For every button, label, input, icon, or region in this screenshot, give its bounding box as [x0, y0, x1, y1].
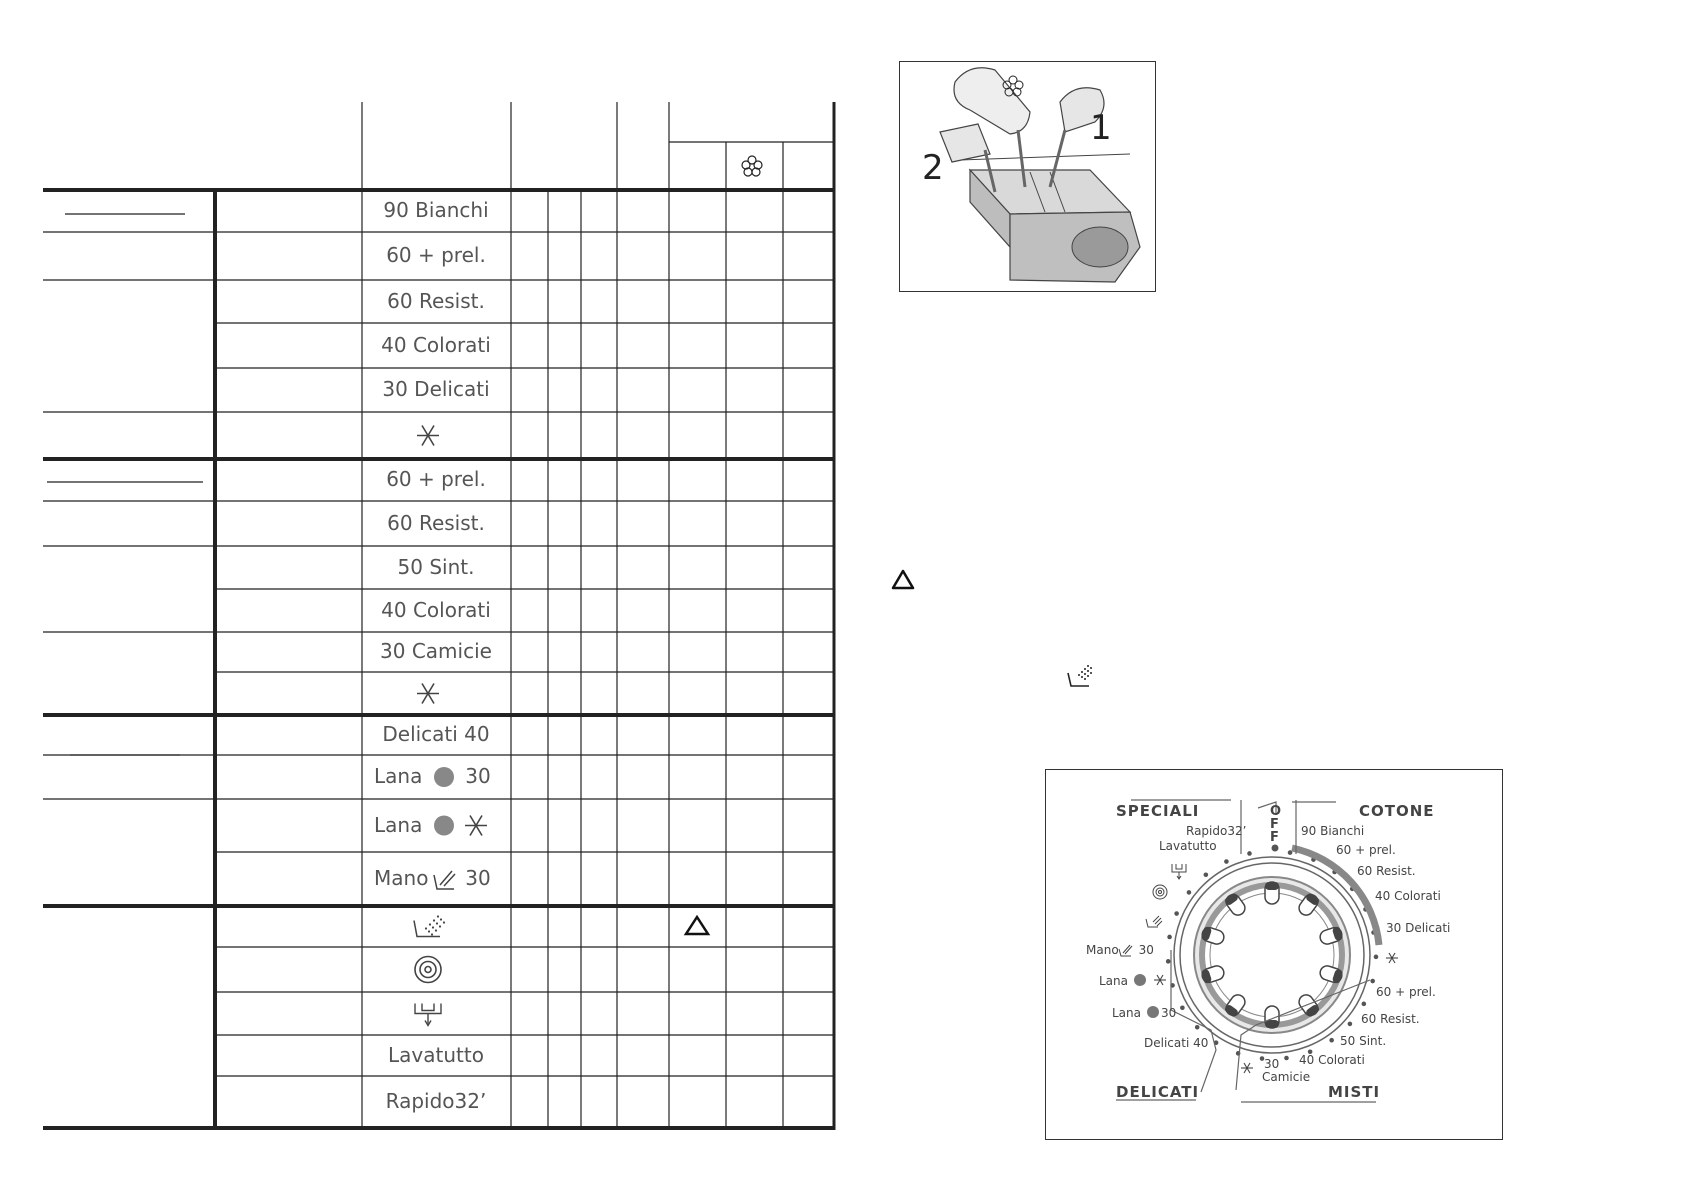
rinse-icon — [1146, 916, 1162, 927]
callout-2: 2 — [922, 148, 944, 188]
warning-triangle-icon — [686, 917, 708, 934]
programme-label: 60 + prel. — [386, 243, 486, 267]
dial-position-dot — [1247, 851, 1252, 856]
softener-flower-icon — [742, 156, 762, 176]
drain-icon — [415, 1004, 441, 1026]
callout-1: 1 — [1090, 108, 1112, 148]
dial-lana-cold: Lana — [1099, 974, 1128, 988]
heading-speciali: SPECIALI — [1116, 802, 1200, 820]
cold-snowflake-icon — [417, 426, 439, 446]
dial-position-dot — [1187, 890, 1192, 895]
dial-position-dot — [1374, 955, 1379, 960]
rinse-icon — [1065, 663, 1095, 689]
heading-delicati: DELICATI — [1116, 1083, 1200, 1101]
programme-label: Rapido32’ — [385, 1089, 487, 1113]
dial-position-dot — [1348, 1022, 1353, 1027]
programme-label: 30 Camicie — [380, 639, 492, 663]
programme-label: 90 Bianchi — [383, 198, 489, 222]
off-indicator-dot — [1272, 845, 1279, 852]
programme-label: 60 Resist. — [387, 510, 485, 535]
dial-40-colorati-cotone: 40 Colorati — [1375, 889, 1441, 903]
dial-40-colorati-misti: 40 Colorati — [1299, 1053, 1365, 1067]
hand-wash-icon — [1119, 945, 1132, 956]
dial-position-dot — [1195, 1025, 1200, 1030]
dial-lavatutto: Lavatutto — [1159, 839, 1217, 853]
programme-temperature: 30 — [465, 764, 491, 788]
drain-icon — [1172, 864, 1186, 879]
dial-camicie: Camicie — [1262, 1070, 1311, 1084]
off-label-f1: F — [1270, 817, 1280, 832]
programme-label: 60 Resist. — [387, 288, 485, 313]
detergent-drawer-figure — [899, 61, 1156, 292]
dial-position-dot — [1174, 911, 1179, 916]
programme-label: 40 Colorati — [381, 332, 491, 357]
programme-label: 60 + prel. — [386, 467, 486, 491]
dial-50-sint: 50 Sint. — [1340, 1034, 1387, 1048]
programme-label: Lana — [374, 812, 423, 837]
dial-position-dot — [1224, 859, 1229, 864]
dial-position-dot — [1370, 979, 1375, 984]
dial-position-dot — [1167, 935, 1172, 940]
cold-snowflake-icon — [1154, 975, 1166, 985]
warning-triangle-icon — [890, 568, 916, 592]
dial-position-dot — [1284, 1056, 1289, 1061]
programme-label: Lavatutto — [388, 1042, 484, 1067]
dial-position-dot — [1166, 959, 1171, 964]
wool-icon — [1134, 974, 1146, 986]
dial-rapido32: Rapido32’ — [1186, 824, 1247, 838]
cold-snowflake-icon — [1241, 1063, 1253, 1073]
dial-delicati-40: Delicati 40 — [1144, 1036, 1209, 1050]
programme-dial — [1046, 770, 1501, 1138]
dial-position-dot — [1180, 1005, 1185, 1010]
programme-label: Lana — [374, 764, 423, 788]
spin-icon — [415, 957, 441, 983]
cold-snowflake-icon — [1386, 953, 1398, 963]
dial-position-dot — [1204, 872, 1209, 877]
spin-icon — [1153, 885, 1167, 899]
dial-lana-30: Lana 30 — [1112, 1006, 1177, 1020]
programme-label: Delicati 40 — [382, 722, 490, 746]
programme-temperature: 30 — [465, 866, 491, 890]
programme-label: 40 Colorati — [381, 597, 491, 622]
programme-dial-figure — [1045, 769, 1503, 1140]
rinse-icon — [414, 915, 445, 936]
off-label-o: O — [1270, 804, 1283, 819]
heading-misti: MISTI — [1328, 1083, 1381, 1101]
table-icons — [414, 156, 762, 1026]
heading-cotone: COTONE — [1359, 802, 1435, 820]
off-label-f2: F — [1270, 830, 1280, 845]
dial-30-delicati: 30 Delicati — [1386, 921, 1451, 935]
dial-position-dot — [1362, 1002, 1367, 1007]
programme-label: 30 Delicati — [382, 377, 490, 401]
dial-90-bianchi: 90 Bianchi — [1301, 824, 1365, 838]
dial-60-resist-misti: 60 Resist. — [1361, 1012, 1420, 1026]
dial-mano-30: Mano 30 — [1086, 943, 1154, 957]
cold-snowflake-icon — [417, 684, 439, 704]
dial-position-dot — [1329, 1038, 1334, 1043]
programme-label: Mano — [374, 866, 429, 890]
dial-60-prel-cotone: 60 + prel. — [1336, 843, 1396, 857]
dial-60-resist-cotone: 60 Resist. — [1357, 864, 1416, 878]
programme-label: 50 Sint. — [397, 554, 475, 579]
dial-60-prel-misti: 60 + prel. — [1376, 985, 1436, 999]
wool-icon — [1147, 1006, 1159, 1018]
dial-30-camicie-num: 30 — [1264, 1057, 1280, 1071]
